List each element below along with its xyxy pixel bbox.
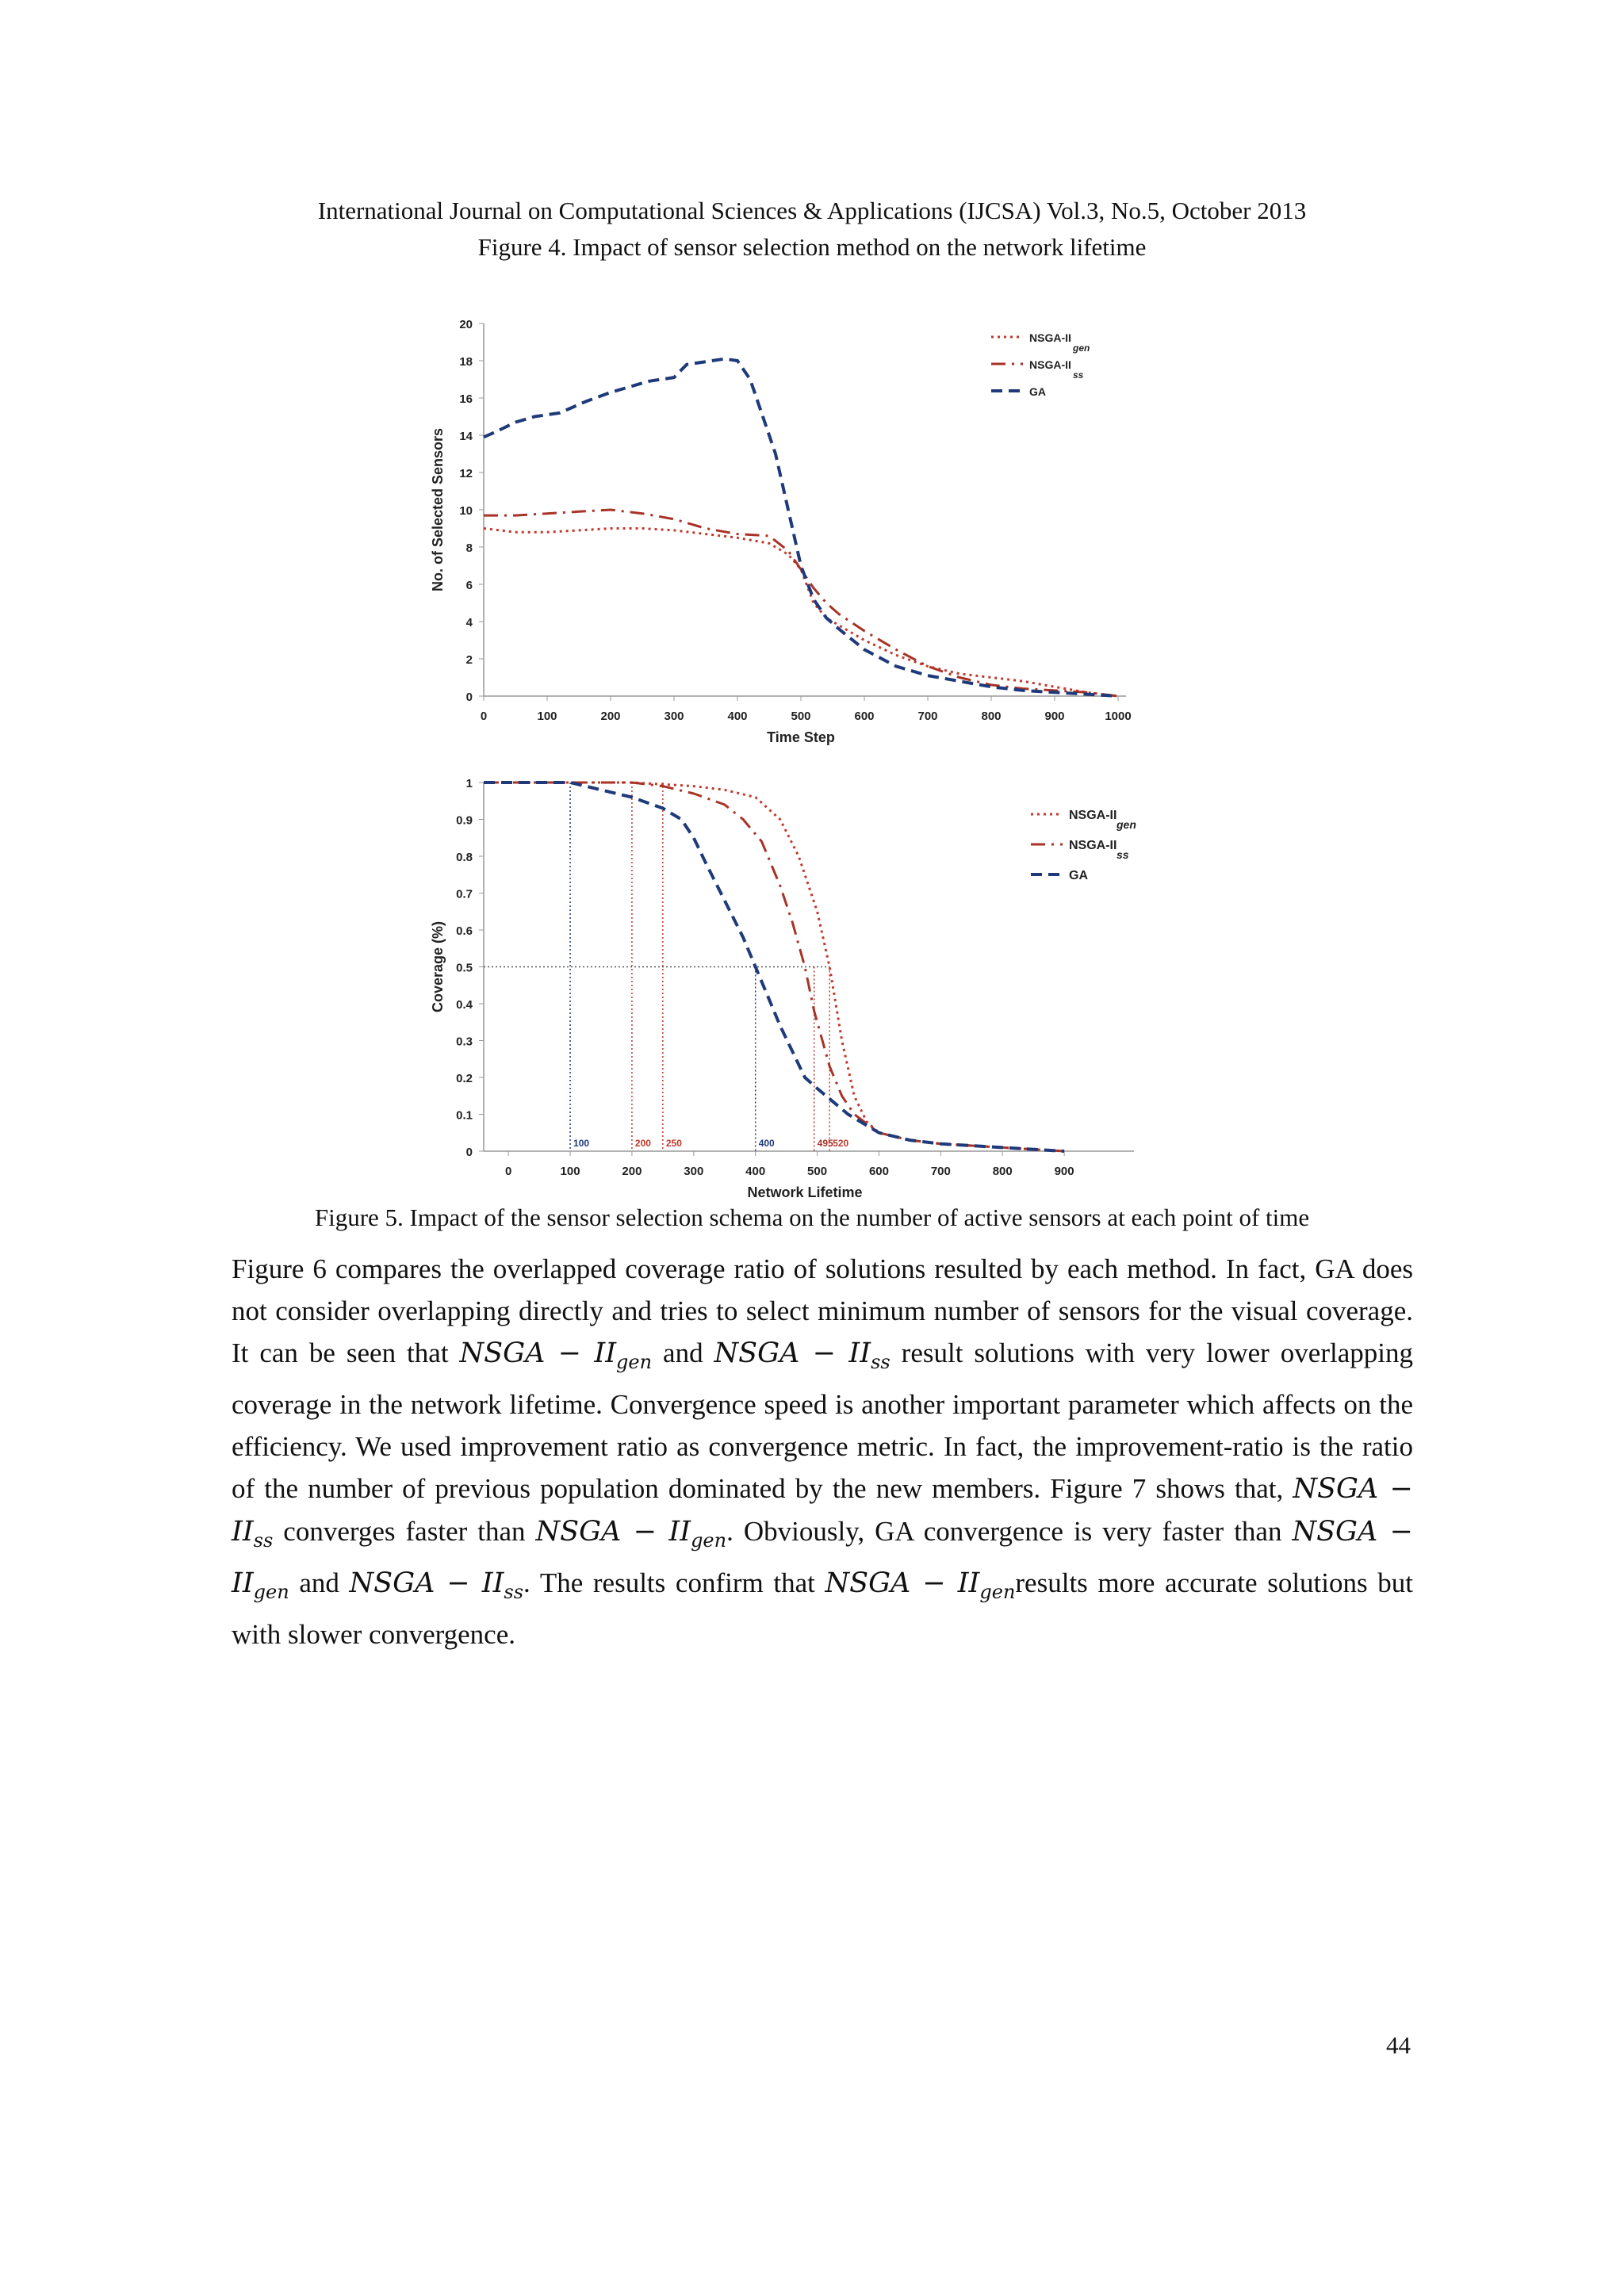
text-run: . The results confirm that [523,1567,825,1598]
x-tick-label: 400 [745,1165,766,1178]
math-nsga-gen: NSGA − $II_{gen}$ [825,1567,1016,1603]
text-run: converges faster than [273,1516,536,1547]
x-tick-label: 700 [917,710,938,723]
text-run: result solutions with very lower overlapping coverage in the network lifetime. Convergence speed is another important parameter which affects on the efficiency. We used improvement ratio as convergence metric. In fact, the improvement-ratio is the ratio of the number of previous population dominated by the new members. Figure 7 shows that, [232,1337,1413,1504]
x-tick-label: 400 [727,710,748,723]
legend-label: NSGA-II [1029,358,1071,371]
text-run: and [652,1337,714,1368]
y-tick-label: 0.5 [456,961,473,975]
legend-label: NSGA-II [1069,809,1117,822]
figure-4-caption: Figure 4. Impact of sensor selection method on the network lifetime [477,233,1147,261]
text-run: Figure 6 compares the overlapped coverage ratio of solutions resulted by each method. In fact, GA does not consider overlapping directly and tries to select minimum number of sensors for the visual coverage. It can be seen that [232,1253,1413,1368]
y-tick-label: 1 [465,777,473,790]
series-line [484,510,1118,696]
legend-label: NSGA-II [1069,839,1117,852]
x-tick-label: 800 [992,1165,1013,1178]
x-tick-label: 100 [560,1165,580,1178]
coverage-chart [412,765,1205,1209]
y-tick-label: 0 [465,1146,473,1159]
guide-label: 520 [833,1138,849,1149]
math-nsga-ss: NSGA − $II_{ss}$ [232,1473,1413,1552]
x-tick-label: 100 [537,710,557,723]
y-tick-label: 10 [459,504,473,518]
guide-label: 100 [573,1138,590,1149]
x-tick-label: 300 [664,710,684,723]
y-tick-label: 8 [465,541,473,555]
x-tick-label: 200 [600,710,621,723]
x-axis-label: Network Lifetime [747,1184,863,1200]
page-number: 44 [1386,2031,1411,2059]
y-tick-label: 18 [459,355,473,369]
y-tick-label: 0 [465,691,473,704]
math-nsga-gen: NSGA − $II_{gen}$ [232,1516,1413,1603]
series-line [484,529,1118,697]
x-tick-label: 600 [868,1165,889,1178]
guide-label: 400 [758,1138,775,1149]
math-nsga-gen: NSGA − $II_{gen}$ [535,1516,727,1552]
x-tick-label: 700 [930,1165,951,1178]
y-tick-label: 4 [465,616,473,629]
y-tick-label: 0.9 [456,813,473,828]
math-nsga-gen: NSGA − $II_{gen}$ [459,1337,653,1373]
y-tick-label: 0.2 [456,1072,473,1085]
text-run: results more accurate solutions but with slower convergence. [232,1567,1413,1650]
x-tick-label: 1000 [1105,710,1132,723]
guide-label: 200 [634,1138,651,1149]
x-axis-label: Time Step [767,729,835,745]
figure-5-caption: Figure 5. Impact of the sensor selection schema on the number of active sensors at each point of time [314,1203,1310,1231]
guide-label: 250 [665,1138,682,1149]
x-tick-label: 600 [854,710,875,723]
y-tick-label: 16 [459,392,473,406]
y-tick-label: 12 [459,467,473,480]
text-run: . [726,1516,733,1547]
y-tick-label: 0.4 [456,998,473,1012]
math-nsga-ss: NSGA − $II_{ss}$ [714,1337,891,1373]
y-tick-label: 0.8 [456,851,473,864]
math-nsga-ss: NSGA − $II_{ss}$ [349,1567,524,1603]
legend-subscript: gen [1073,342,1090,354]
legend-label: GA [1069,869,1088,882]
text-run: Obviously, GA convergence is very faster than [733,1516,1293,1547]
text-run: and [289,1567,350,1598]
x-tick-label: 500 [807,1165,828,1178]
y-tick-label: 0.6 [456,924,473,938]
guide-label: 495 [817,1138,833,1149]
lifetime-chart [412,309,1205,753]
legend-label: GA [1029,385,1046,398]
y-tick-label: 2 [465,653,473,667]
y-tick-label: 0.1 [456,1108,473,1123]
y-tick-label: 20 [459,318,473,331]
y-tick-label: 14 [459,430,473,443]
y-tick-label: 0.3 [456,1035,473,1049]
x-tick-label: 500 [791,710,811,723]
legend-label: NSGA-II [1029,331,1071,344]
y-tick-label: 0.7 [456,887,473,901]
series-line [484,359,1118,696]
x-tick-label: 900 [1054,1165,1074,1178]
y-tick-label: 6 [465,579,473,592]
legend-subscript: gen [1116,818,1136,831]
x-tick-label: 200 [622,1165,642,1178]
x-tick-label: 800 [981,710,1002,723]
y-axis-label: Coverage (%) [430,920,446,1013]
x-tick-label: 300 [684,1165,704,1178]
x-tick-label: 900 [1044,710,1065,723]
y-axis-label: No. of Selected Sensors [430,427,446,592]
journal-header: International Journal on Computational Sciences & Applications (IJCSA) Vol.3, No.5, October 2013 [317,197,1307,224]
legend-subscript: ss [1073,369,1084,381]
body-paragraph [232,1248,1413,1655]
x-tick-label: 0 [480,710,488,723]
x-tick-label: 0 [504,1165,512,1178]
legend-subscript: ss [1116,848,1129,861]
